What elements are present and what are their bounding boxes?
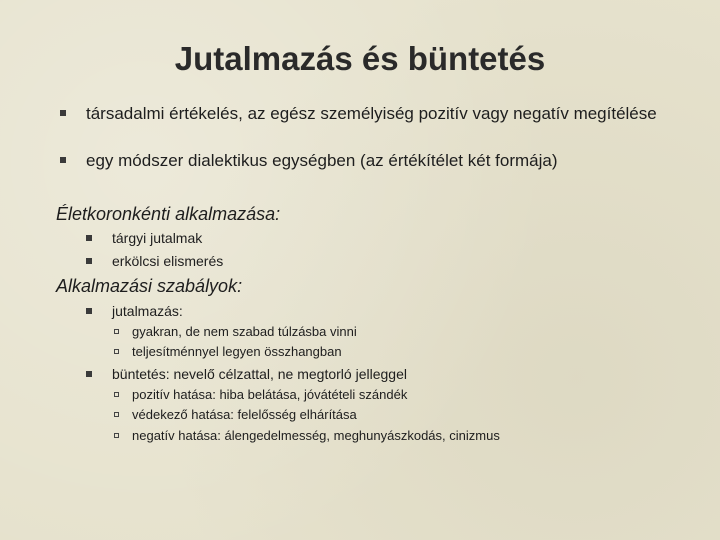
hollow-square-bullet-icon [114, 392, 119, 397]
square-bullet-icon [86, 308, 92, 314]
square-bullet-icon [60, 110, 66, 116]
square-bullet-icon [86, 371, 92, 377]
bullet-text: büntetés: nevelő célzattal, ne megtorló jelleggel [112, 366, 407, 382]
section-heading: Életkoronkénti alkalmazása: [56, 204, 281, 224]
bullet-item [86, 365, 407, 383]
sub-bullet-text: védekező hatása: felelősség elhárítása [132, 407, 357, 422]
sub-bullet-text: teljesítménnyel legyen összhangban [132, 344, 342, 359]
bullet-item [56, 151, 676, 170]
hollow-square-bullet-icon [114, 433, 119, 438]
hollow-square-bullet-icon [114, 412, 119, 417]
bullet-item [86, 302, 183, 320]
bullet-text: tárgyi jutalmak [112, 230, 203, 246]
sub-bullet-item [114, 344, 342, 360]
bullet-item [86, 252, 223, 270]
section-heading: Alkalmazási szabályok: [56, 276, 243, 296]
sub-bullet-item [114, 428, 500, 444]
sub-bullet-item [114, 324, 357, 340]
bullet-text: erkölcsi elismerés [112, 253, 224, 269]
sub-bullet-text: gyakran, de nem szabad túlzásba vinni [132, 324, 357, 339]
square-bullet-icon [86, 235, 92, 241]
bullet-item [56, 104, 676, 123]
bullet-text: egy módszer dialektikus egységben (az értékítélet két formája) [86, 151, 558, 170]
hollow-square-bullet-icon [114, 329, 119, 334]
sub-bullet-item [114, 407, 357, 423]
bullet-text: társadalmi értékelés, az egész személyiség pozitív vagy negatív megítélése [86, 104, 657, 123]
bullet-text: jutalmazás: [112, 303, 183, 319]
slide-title: Jutalmazás és büntetés [174, 40, 546, 77]
bullet-item [86, 229, 202, 247]
square-bullet-icon [60, 157, 66, 163]
sub-bullet-item [114, 387, 407, 403]
square-bullet-icon [86, 258, 92, 264]
sub-bullet-text: negatív hatása: álengedelmesség, meghunyászkodás, cinizmus [132, 428, 500, 443]
hollow-square-bullet-icon [114, 349, 119, 354]
sub-bullet-text: pozitív hatása: hiba belátása, jóvátételi szándék [132, 387, 408, 402]
